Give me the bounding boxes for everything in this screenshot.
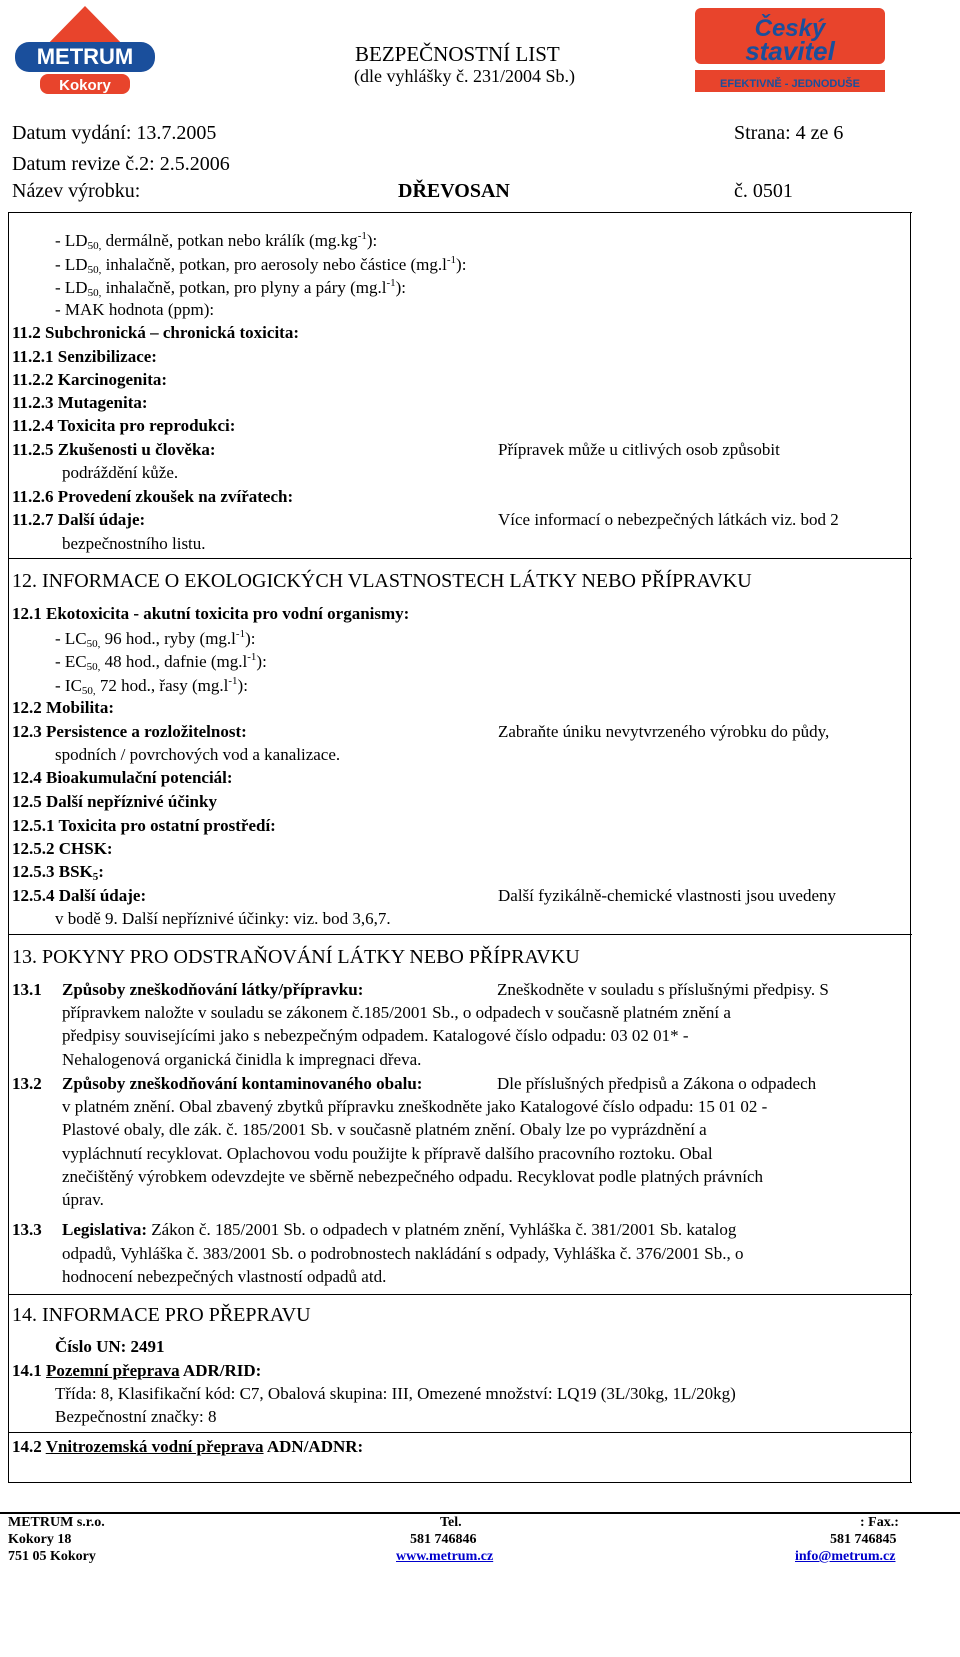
value-11-2-5-line2: podráždění kůže. [62,463,179,482]
legislation-line1: Legislativa: Zákon č. 185/2001 Sb. o odpadech v platném znění, Vyhláška č. 381/2001 Sb. katalog [62,1220,737,1239]
section-14-title: 14. INFORMACE PRO PŘEPRAVU [12,1304,311,1326]
heading-11-2-7: 11.2.7 Další údaje: [12,510,146,529]
number-13-1: 13.1 [12,980,42,999]
value-13-1-line1: Zneškodněte v souladu s příslušnými předpisy. S [497,980,829,999]
heading-12-5: 12.5 Další nepříznivé účinky [12,792,217,811]
ec50-daphnia: - $EC_{50,}$ 48 hod., dafnie $(mg.l^{-1})$: [55,651,267,673]
un-number: Číslo UN: 2491 [55,1337,165,1356]
divider-14-2 [8,1432,912,1433]
heading-12-4: 12.4 Bioakumulační potenciál: [12,768,233,787]
footer-divider [0,1512,960,1514]
divider-13 [8,934,912,935]
value-11-2-7-line2: bezpečnostního listu. [62,534,206,553]
heading-12-5-4: 12.5.4 Další údaje: [12,886,147,905]
heading-14-1: 14.1 Pozemní přeprava ADR/RID: [12,1361,262,1380]
ld50-inhalation-aerosol: - $LD_{50,}$ inhalačně, potkan, pro aerosoly nebo částice $(mg.l^{-1})$: [55,254,467,276]
value-13-2-line6: úprav. [62,1190,104,1209]
lc50-fish: - $LC_{50,}$ 96 hod., ryby $(mg.l^{-1})$: [55,628,256,650]
issue-date: Datum vydání: 13.7.2005 [12,122,217,144]
product-number: č. 0501 [734,180,793,202]
value-12-5-4-line1: Další fyzikálně-chemické vlastnosti jsou uvedeny [498,886,837,905]
heading-13-1: Způsoby zneškodňování látky/přípravku: [62,980,364,999]
footer-fax: 581 746845 [830,1532,897,1547]
value-13-2-line3: Plastové obaly, dle zák. č. 185/2001 Sb. v současně platném znění. Obaly lze po vyprázdnění a [62,1120,707,1139]
heading-14-2: 14.2 Vnitrozemská vodní přeprava ADN/ADNR: [12,1437,364,1456]
footer-fax-label: : Fax.: [860,1515,899,1530]
value-13-1-line4: Nehalogenová organická činidla k impregnaci dřeva. [62,1050,422,1069]
heading-11-2-4: 11.2.4 Toxicita pro reprodukci: [12,416,236,435]
ic50-algae: - $IC_{50,}$ 72 hod., řasy $(mg.l^{-1})$: [55,675,248,697]
ld50-dermal: - $LD_{50,}$ dermálně, potkan nebo králík $(mg.kg^{-1})$: [55,230,378,252]
divider-12 [8,558,912,559]
value-13-2-line2: v platném znění. Obal zbavený zbytků přípravku zneškodněte jako Katalogové číslo odpadu: 15 01 02 - [62,1097,768,1116]
value-13-2-line5: znečištěný výrobkem odevzdejte ve sběrně nebezpečného odpadu. Recyklovat podle platných právních [62,1167,763,1186]
value-12-3-line1: Zabraňte úniku nevytvrzeného výrobku do půdy, [498,722,830,741]
heading-12-5-2: 12.5.2 CHSK: [12,839,113,858]
mak-value: - MAK hodnota (ppm): [55,300,215,319]
cesky-stavitel-logo [690,4,890,104]
svg-text:EFEKTIVNĚ - JEDNODUŠE: EFEKTIVNĚ - JEDNODUŠE [720,78,860,90]
heading-11-2-3: 11.2.3 Mutagenita: [12,393,148,412]
revision-date: Datum revize č.2: 2.5.2006 [12,153,230,175]
heading-13-2: Způsoby zneškodňování kontaminovaného obalu: [62,1074,423,1093]
content-frame-left [8,212,9,1482]
footer-tel: 581 746846 [410,1532,477,1547]
value-12-5-4-line2: v bodě 9. Další nepříznivé účinky: viz. bod 3,6,7. [55,909,391,928]
heading-12-5-3: 12.5.3 $BSK_5$: [12,862,104,883]
svg-text:Český: Český [754,15,826,42]
svg-text:METRUM: METRUM [36,44,134,69]
number-13-2: 13.2 [12,1074,42,1093]
footer-company: METRUM s.r.o. [8,1515,105,1530]
product-name: DŘEVOSAN [398,180,510,202]
heading-12-5-1: 12.5.1 Toxicita pro ostatní prostředí: [12,816,276,835]
footer-tel-label: Tel. [440,1515,462,1530]
product-label: Název výrobku: [12,180,141,202]
page-number: Strana: 4 ze 6 [734,122,844,144]
footer-email-link[interactable] [795,1549,896,1565]
value-14-1-line2: Bezpečnostní značky: 8 [55,1407,217,1426]
value-13-1-line2: přípravkem naložte v souladu se zákonem č.185/2001 Sb., o odpadech v současně platném znění a [62,1003,731,1022]
divider-14 [8,1294,912,1295]
heading-12-1: 12.1 Ekotoxicita - akutní toxicita pro vodní organismy: [12,604,410,623]
svg-text:stavitel: stavitel [745,36,835,66]
heading-11-2-2: 11.2.2 Karcinogenita: [12,370,168,389]
legislation-line2: odpadů, Vyhláška č. 383/2001 Sb. o podrobnostech nakládání s odpady, Vyhláška č. 376/2001 Sb., o [62,1244,744,1263]
number-13-3: 13.3 [12,1220,42,1239]
value-12-3-line2: spodních / povrchových vod a kanalizace. [55,745,341,764]
email-link[interactable]: info@metrum.cz [795,1549,896,1564]
svg-text:Kokory: Kokory [59,77,111,94]
section-12-title: 12. INFORMACE O EKOLOGICKÝCH VLASTNOSTECH LÁTKY NEBO PŘÍPRAVKU [12,570,752,592]
content-frame-right [910,212,911,1482]
legislation-line3: hodnocení nebezpečných vlastností odpadů atd. [62,1267,387,1286]
value-14-1-line1: Třída: 8, Klasifikační kód: C7, Obalová skupina: III, Omezené množství: LQ19 (3L/30kg, 1L/20kg) [55,1384,736,1403]
section-13-title: 13. POKYNY PRO ODSTRAŇOVÁNÍ LÁTKY NEBO PŘÍPRAVKU [12,946,580,968]
web-link[interactable]: www.metrum.cz [396,1549,494,1564]
value-13-2-line4: vypláchnutí recyklovat. Oplachovou vodu použijte k přípravě dalšího pracovního roztoku. Obal [62,1144,713,1163]
document-subtitle: (dle vyhlášky č. 231/2004 Sb.) [354,66,575,86]
footer-city: 751 05 Kokory [8,1549,96,1564]
value-13-1-line3: předpisy souvisejícími jako s nebezpečným odpadem. Katalogové číslo odpadu: 03 02 01* - [62,1026,689,1045]
value-11-2-7-line1: Více informací o nebezpečných látkách viz. bod 2 [498,510,839,529]
ld50-inhalation-gas: - $LD_{50,}$ inhalačně, potkan, pro plyny a páry $(mg.l^{-1})$: [55,277,407,299]
footer-street: Kokory 18 [8,1532,72,1547]
document-title: BEZPEČNOSTNÍ LIST [355,42,560,66]
value-11-2-5-line1: Přípravek může u citlivých osob způsobit [498,440,780,459]
value-13-2-line1: Dle příslušných předpisů a Zákona o odpadech [497,1074,817,1093]
heading-11-2-1: 11.2.1 Senzibilizace: [12,347,157,366]
heading-11-2-6: 11.2.6 Provedení zkoušek na zvířatech: [12,487,294,506]
heading-11-2: 11.2 Subchronická – chronická toxicita: [12,323,299,342]
heading-12-3: 12.3 Persistence a rozložitelnost: [12,722,247,741]
content-bottom-line [8,1482,912,1483]
heading-11-2-5: 11.2.5 Zkušenosti u člověka: [12,440,216,459]
metrum-logo [10,4,160,104]
footer-web-link[interactable] [396,1549,493,1565]
header-divider [8,212,912,213]
heading-12-2: 12.2 Mobilita: [12,698,114,717]
